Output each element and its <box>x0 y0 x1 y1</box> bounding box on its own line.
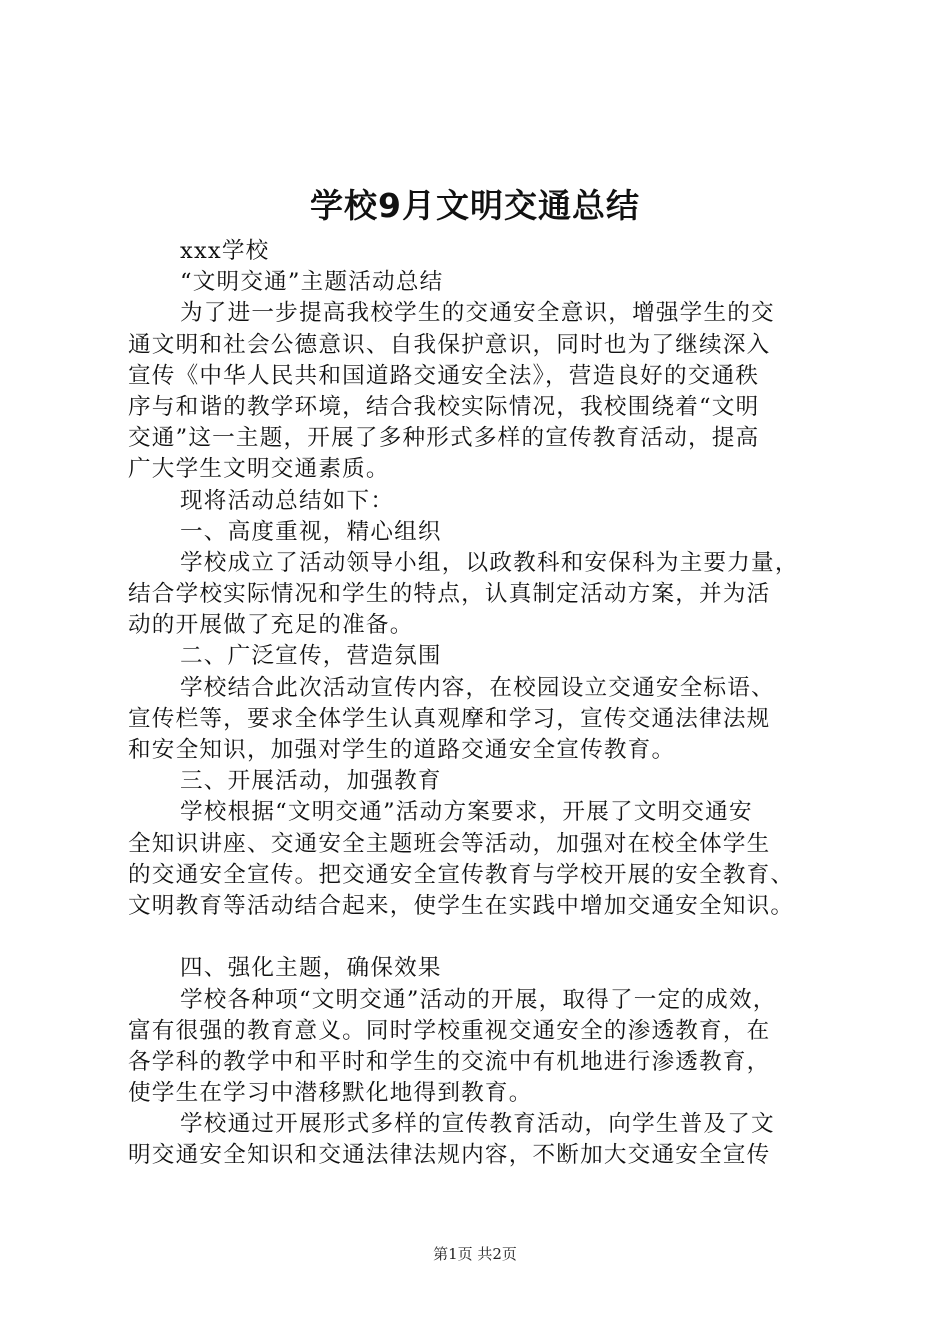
text-line: 通文明和社会公德意识、自我保护意识，同时也为了继续深入 <box>128 331 771 358</box>
text-line: 学校通过开展形式多样的宣传教育活动，向学生普及了文 <box>180 1111 775 1138</box>
text-line: 现将活动总结如下： <box>180 487 395 514</box>
text-line: 学校根据“文明交通”活动方案要求，开展了文明交通安 <box>180 799 753 826</box>
text-line: 动的开展做了充足的准备。 <box>128 612 414 639</box>
text-line: 明交通安全知识和交通法律法规内容，不断加大交通安全宣传 <box>128 1142 771 1169</box>
text-line: 的交通安全宣传。把交通安全宣传教育与学校开展的安全教育、 <box>128 861 795 888</box>
text-line: 结合学校实际情况和学生的特点，认真制定活动方案，并为活 <box>128 581 771 608</box>
section-heading-4: 四、强化主题，确保效果 <box>180 955 442 982</box>
text-line: 为了进一步提高我校学生的交通安全意识，增强学生的交 <box>180 300 775 327</box>
document-body <box>128 236 836 1172</box>
text-line: 学校各种项“文明交通”活动的开展，取得了一定的成效， <box>180 986 777 1013</box>
text-line: 序与和谐的教学环境，结合我校实际情况，我校围绕着“文明 <box>128 393 760 420</box>
text-line: 使学生在学习中潜移默化地得到教育。 <box>128 1080 533 1107</box>
text-line: 宣传栏等，要求全体学生认真观摩和学习，宣传交通法律法规 <box>128 705 771 732</box>
document-title: 学校9月文明交通总结 <box>310 186 640 225</box>
page-footer: 第1页 共2页 <box>433 1245 517 1263</box>
text-line: 交通”这一主题，开展了多种形式多样的宣传教育活动，提高 <box>128 425 760 452</box>
text-line: 富有很强的教育意义。同时学校重视交通安全的渗透教育，在 <box>128 1017 771 1044</box>
text-line: 学校结合此次活动宣传内容，在校园设立交通安全标语、 <box>180 674 775 701</box>
section-heading-2: 二、广泛宣传，营造氛围 <box>180 643 442 670</box>
text-line: 全知识讲座、交通安全主题班会等活动，加强对在校全体学生 <box>128 830 771 857</box>
blank-line <box>128 922 836 953</box>
text-line: 广大学生文明交通素质。 <box>128 456 390 483</box>
text-line: 宣传《中华人民共和国道路交通安全法》，营造良好的交通秩 <box>128 362 760 389</box>
text-line: 和安全知识，加强对学生的道路交通安全宣传教育。 <box>128 737 676 763</box>
section-heading-3: 三、开展活动，加强教育 <box>180 768 442 795</box>
text-line: 各学科的教学中和平时和学生的交流中有机地进行渗透教育， <box>128 1048 771 1075</box>
text-line: 文明教育等活动结合起来，使学生在实践中增加交通安全知识。 <box>128 892 795 919</box>
text-line: 学校成立了活动领导小组，以政教科和安保科为主要力量， <box>180 549 799 576</box>
text-line-school: xxx学校 <box>180 238 270 264</box>
section-heading-1: 一、高度重视，精心组织 <box>180 518 442 545</box>
text-line-subtitle: “文明交通”主题活动总结 <box>180 269 444 296</box>
